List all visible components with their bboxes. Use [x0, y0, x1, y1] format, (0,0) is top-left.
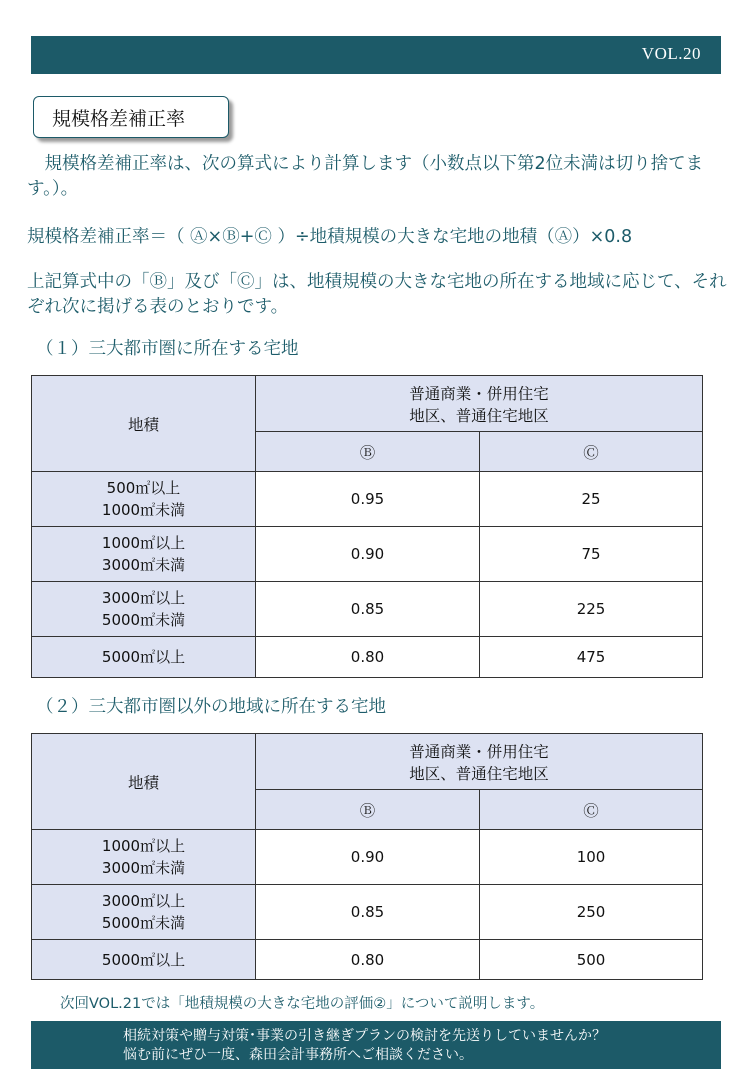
table-row	[32, 940, 703, 980]
b-value: 0.85	[256, 582, 480, 637]
formula: 規模格差補正率＝（ Ⓐ×Ⓑ+Ⓒ ）÷地積規模の大きな宅地の地積（Ⓐ）×0.8	[27, 227, 633, 247]
area-cell	[32, 830, 256, 885]
area-to: 3000㎡未満	[101, 556, 186, 574]
c-value: 500	[480, 940, 703, 980]
c-value: 225	[480, 582, 703, 637]
area-cell	[32, 472, 256, 527]
c-value: 475	[480, 637, 703, 678]
col-header-c: Ⓒ	[480, 790, 703, 830]
table-2	[31, 733, 703, 980]
area-from: 500㎡以上	[106, 479, 181, 497]
table-row	[32, 637, 703, 678]
col-header-district-line1: 普通商業・併用住宅	[409, 742, 549, 761]
area-cell	[32, 637, 256, 678]
header-bar	[31, 36, 721, 74]
area-from: 5000㎡以上	[101, 950, 186, 969]
area-to: 1000㎡未満	[101, 501, 186, 519]
area-from: 1000㎡以上	[101, 534, 186, 552]
table-2-heading: （２）三大都市圏以外の地域に所在する宅地	[36, 697, 386, 717]
area-from: 3000㎡以上	[101, 892, 186, 910]
table-1-heading: （１）三大都市圏に所在する宅地	[36, 339, 299, 359]
col-header-district-line1: 普通商業・併用住宅	[409, 384, 549, 403]
area-cell	[32, 582, 256, 637]
col-header-district-line2: 地区、普通住宅地区	[409, 406, 549, 425]
col-header-area: 地積	[32, 376, 256, 472]
col-header-b: Ⓑ	[256, 790, 480, 830]
area-to: 5000㎡未満	[101, 611, 186, 629]
c-value: 25	[480, 472, 703, 527]
section-title-box	[33, 96, 229, 138]
c-value: 100	[480, 830, 703, 885]
col-header-c: Ⓒ	[480, 432, 703, 472]
table-row	[32, 885, 703, 940]
table-1	[31, 375, 703, 678]
volume-label: VOL.20	[641, 44, 701, 63]
intro-paragraph: 規模格差補正率は、次の算式により計算します（小数点以下第2位未満は切り捨てます。）。	[27, 154, 704, 199]
c-value: 250	[480, 885, 703, 940]
area-to: 5000㎡未満	[101, 914, 186, 932]
b-value: 0.80	[256, 637, 480, 678]
next-issue-note: 次回VOL.21では「地積規模の大きな宅地の評価②」について説明します。	[60, 996, 545, 1012]
b-value: 0.80	[256, 940, 480, 980]
area-from: 1000㎡以上	[101, 837, 186, 855]
area-from: 3000㎡以上	[101, 589, 186, 607]
table-row	[32, 582, 703, 637]
area-cell	[32, 940, 256, 980]
c-value: 75	[480, 527, 703, 582]
b-value: 0.95	[256, 472, 480, 527]
section-title: 規模格差補正率	[52, 108, 186, 130]
col-header-b: Ⓑ	[256, 432, 480, 472]
col-header-area: 地積	[32, 734, 256, 830]
table-row	[32, 472, 703, 527]
col-header-district-line2: 地区、普通住宅地区	[409, 764, 549, 783]
area-cell	[32, 527, 256, 582]
footer-line-1: 相続対策や贈与対策･事業の引き継ぎプランの検討を先送りしていませんか？	[123, 1028, 606, 1044]
table-row	[32, 527, 703, 582]
explanation-paragraph: 上記算式中の「Ⓑ」及び「Ⓒ」は、地積規模の大きな宅地の所在する地域に応じて、それぞれ次に掲げる表のとおりです。	[27, 272, 727, 317]
area-from: 5000㎡以上	[101, 648, 186, 666]
table-row	[32, 830, 703, 885]
b-value: 0.90	[256, 527, 480, 582]
area-to: 3000㎡未満	[101, 859, 186, 877]
footer-line-2: 悩む前にぜひ一度、森田会計事務所へご相談ください。	[123, 1047, 473, 1063]
col-header-district	[256, 376, 703, 432]
area-cell	[32, 885, 256, 940]
b-value: 0.85	[256, 885, 480, 940]
col-header-district	[256, 734, 703, 790]
footer-bar	[31, 1021, 721, 1069]
b-value: 0.90	[256, 830, 480, 885]
